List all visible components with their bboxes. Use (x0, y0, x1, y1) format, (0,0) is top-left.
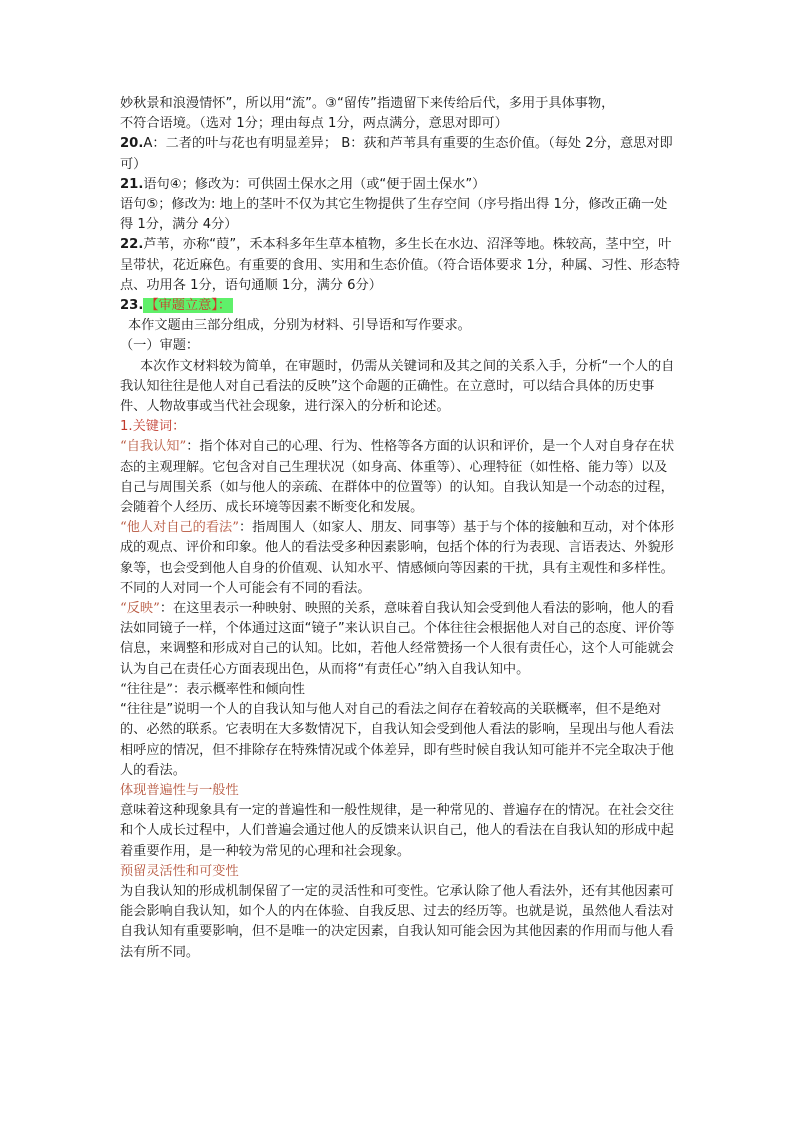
keyword-reflection (120, 599, 680, 680)
keyword-term: “反映” (120, 601, 160, 617)
q23-number: 23. (120, 298, 144, 314)
q20-text: A：二者的叶与花也有明显差异； B：荻和芦苇具有重要的生态价值。（每处 2分，意思对即可） (120, 136, 673, 172)
q23-heading (120, 296, 680, 316)
q21-answer-line1 (120, 175, 680, 195)
q20-number: 20. (120, 136, 144, 152)
keyword-often-text: “往往是”说明一个人的自我认知与他人对自己的看法之间存在着较高的关联概率，但不是绝对的、必然的联系。它表明在大多数情况下，自我认知会受到他人看法的影响，呈现出与他人看法相呼应的情况，但不排除存在特殊情况或个体差异，即有些时候自我认知可能并不完全取决于他人的看法。 (120, 702, 674, 778)
keyword-often-heading (120, 680, 680, 700)
subsection-flexibility-text: 为自我认知的形成机制保留了一定的灵活性和可变性。它承认除了他人看法外，还有其他因素可能会影响自我认知，如个人的内在体验、自我反思、过去的经历等。也就是说，虽然他人看法对自我认知有重要影响，但不是唯一的决定因素，自我认知可能会因为其他因素的作用而与他人看法有所不同。 (120, 883, 674, 960)
document-page (120, 94, 680, 963)
keywords-title: 1.关键词： (120, 419, 186, 435)
q20-answer (120, 134, 680, 174)
subsection-universality-title: 体现普遍性与一般性 (120, 782, 239, 798)
keyword-definition: ：指个体对自己的心理、行为、性格等各方面的认识和评价，是一个人对自身存在状态的主观理解。它包含对自己生理状况（如身高、体重等）、心理特征（如性格、能力等）以及自己与周围关系（如与他人的亲疏、在群体中的位置等）的认知。自我认知是一个动态的过程，会随着个人经历、成长环境等因素不断变化和发展。 (120, 439, 675, 516)
q23-tag: 【审题立意】： (145, 298, 232, 314)
keyword-definition: ：指周围人（如家人、朋友、同事等）基于与个体的接触和互动，对个体形成的观点、评价和印象。他人的看法受多种因素影响，包括个体的行为表现、言语表达、外貌形象等，也会受到他人自身的价值观、认知水平、情感倾向等因素的干扰，具有主观性和多样性。不同的人对同一个人可能会有不同的看法。 (120, 520, 675, 596)
q21-line1: 语句④；修改为：可供固土保水之用（或“便于固土保水”） (143, 176, 486, 192)
q19-tail-line2: 不符合语境。（选对 1分；理由每点 1分，两点满分，意思对即可） (120, 116, 508, 132)
keyword-subtitle: ：表示概率性和倾向性 (173, 681, 305, 697)
keyword-term: “他人对自己的看法” (120, 520, 239, 536)
keyword-others-view (120, 518, 680, 599)
subsection-flexibility-title: 预留灵活性和可变性 (120, 863, 239, 879)
keyword-self-cognition (120, 437, 680, 518)
q21-answer-line2: 语句⑤；修改为: 地上的茎叶不仅为其它生物提供了生存空间（序号指出得 1分，修改正确一处得 1分，满分 4分） (120, 197, 668, 233)
subsection-universality-text: 意味着这种现象具有一定的普遍性和一般性规律，是一种常见的、普遍存在的情况。在社会交往和个人成长过程中，人们普遍会通过他人的反馈来认识自己，他人的看法在自我认知的形成中起着重要作用，是一种较为常见的心理和社会现象。 (120, 803, 674, 859)
q23-analysis: 本次作文材料较为简单，在审题时，仍需从关键词和及其之间的关系入手，分析“一个人的自我认知往往是他人对自己看法的反映”这个命题的正确性。在立意时，可以结合具体的历史事件、人物故事或当代社会现象，进行深入的分析和论述。 (120, 358, 675, 415)
q23-section-title: （一）审题： (120, 338, 200, 354)
q22-text: 芦苇，亦称“葭”，禾本科多年生草本植物，多生长在水边、沼泽等地。株较高，茎中空，叶呈带状，花近麻色。有重要的食用、实用和生态价值。（符合语体要求 1分，种属、习性、形态特点、功用各 1分，语句通顺 1分，满分 6分） (120, 237, 680, 293)
q19-tail-line1: 妙秋景和浪漫情怀”，所以用“流”。③“留传”指遗留下来传给后代，多用于具体事物， (120, 96, 615, 111)
q23-intro: 本作文题由三部分组成，分别为材料、引导语和写作要求。 (128, 318, 471, 334)
keyword-definition: ：在这里表示一种映射、映照的关系，意味着自我认知会受到他人看法的影响，他人的看法如同镜子一样，个体通过这面“镜子”来认识自己。个体往往会根据他人对自己的态度、评价等信息，来调整和形成对自己的认知。比如，若他人经常赞扬一个人很有责任心，这个人可能就会认为自己在责任心方面表现出色，从而将“有责任心”纳入自我认知中。 (120, 601, 675, 677)
keyword-term: “往往是” (120, 681, 174, 697)
q22-answer (120, 235, 680, 296)
q22-number: 22. (120, 237, 144, 253)
q21-number: 21. (120, 176, 144, 192)
keyword-term: “自我认知” (120, 439, 187, 455)
